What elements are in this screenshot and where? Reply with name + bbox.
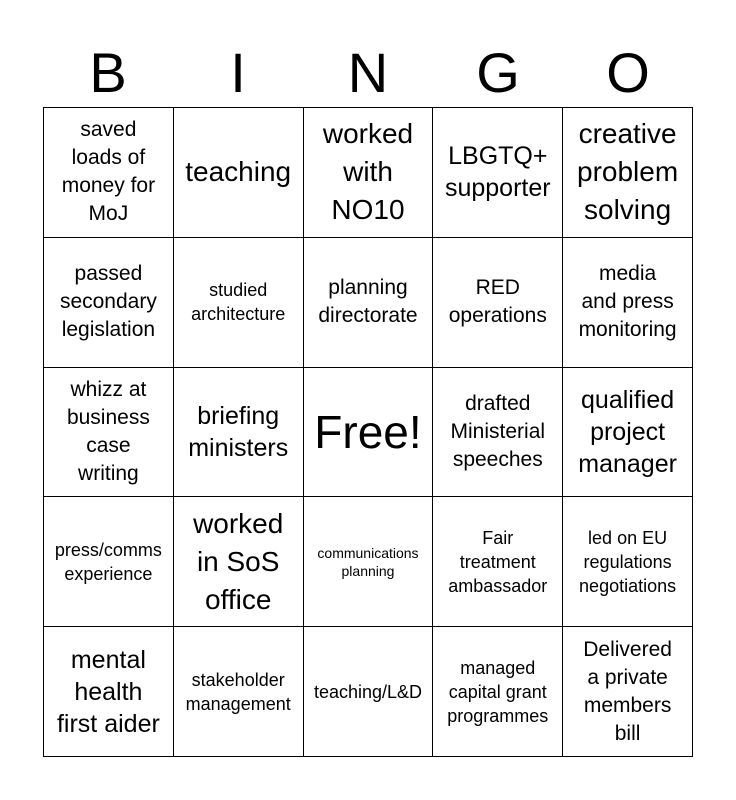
header-letter-n: N: [347, 41, 389, 104]
bingo-cell-line: press/comms: [54, 539, 162, 560]
bingo-cell-5[interactable]: [563, 108, 693, 238]
bingo-cell-line: saved: [80, 118, 137, 142]
bingo-cell-text: [62, 116, 155, 228]
bingo-card-grid: [43, 107, 693, 757]
bingo-cell-line: studied: [209, 280, 268, 301]
bingo-cell-21[interactable]: [44, 627, 174, 757]
bingo-cell-line: passed: [74, 262, 143, 286]
bingo-cell-line: and press: [581, 290, 674, 314]
bingo-cell-line: project: [590, 417, 666, 446]
bingo-cell-line: business: [66, 405, 150, 429]
bingo-header: [43, 40, 693, 106]
bingo-cell-line: first aider: [56, 709, 160, 738]
bingo-cell-line: Delivered: [583, 637, 672, 661]
bingo-cell-line: loads of: [71, 146, 146, 170]
bingo-cell-20[interactable]: [563, 497, 693, 627]
bingo-cell-line: teaching: [185, 156, 292, 188]
bingo-cell-line: whizz at: [70, 377, 147, 401]
bingo-cell-text: [448, 526, 547, 598]
bingo-cell-text: [57, 644, 160, 740]
bingo-cell-text: [314, 406, 421, 458]
header-letter-g: G: [476, 41, 520, 104]
bingo-cell-text: [188, 400, 288, 464]
bingo-cell-22[interactable]: [174, 627, 304, 757]
bingo-cell-12[interactable]: [174, 368, 304, 498]
bingo-cell-line: led on EU: [588, 527, 668, 548]
bingo-cell-line: ministers: [188, 433, 289, 462]
bingo-cell-line: creative: [578, 118, 677, 150]
bingo-cell-line: solving: [584, 194, 672, 226]
bingo-cell-16[interactable]: [44, 497, 174, 627]
bingo-cell-line: worked: [193, 507, 284, 539]
bingo-cell-line: bill: [614, 721, 641, 745]
bingo-cell-25[interactable]: [563, 627, 693, 757]
bingo-cell-line: members: [583, 693, 672, 717]
bingo-cell-17[interactable]: [174, 497, 304, 627]
bingo-cell-line: problem: [577, 156, 679, 188]
bingo-cell-line: experience: [64, 563, 153, 584]
bingo-cell-text: [317, 544, 418, 580]
bingo-cell-line: health: [74, 677, 143, 706]
bingo-cell-line: speeches: [452, 447, 543, 471]
bingo-cell-11[interactable]: [44, 368, 174, 498]
bingo-cell-text: [191, 278, 285, 326]
bingo-cell-18[interactable]: [304, 497, 434, 627]
header-letter-o: O: [606, 41, 650, 104]
bingo-cell-line: media: [598, 262, 657, 286]
bingo-cell-line: supporter: [444, 174, 551, 203]
bingo-cell-line: ambassador: [448, 575, 548, 596]
bingo-cell-line: qualified: [581, 385, 675, 414]
bingo-cell-13[interactable]: [304, 368, 434, 498]
bingo-cell-line: monitoring: [578, 318, 677, 342]
bingo-cell-9[interactable]: [433, 238, 563, 368]
bingo-cell-line: management: [185, 693, 291, 714]
bingo-cell-15[interactable]: [563, 368, 693, 498]
bingo-cell-line: teaching/L&D: [313, 681, 423, 702]
bingo-cell-line: briefing: [197, 401, 280, 430]
bingo-cell-line: Fair: [482, 527, 514, 548]
bingo-cell-line: worked: [322, 118, 414, 150]
bingo-cell-14[interactable]: [433, 368, 563, 498]
bingo-cell-line: case: [86, 433, 131, 457]
bingo-cell-line: stakeholder: [191, 669, 285, 690]
bingo-cell-2[interactable]: [174, 108, 304, 238]
header-letter-b: B: [89, 41, 127, 104]
bingo-cell-line: mental: [70, 645, 146, 674]
bingo-cell-line: LBGTQ+: [448, 142, 548, 171]
bingo-cell-line: NO10: [331, 194, 405, 226]
bingo-cell-24[interactable]: [433, 627, 563, 757]
bingo-cell-text: [451, 390, 546, 474]
bingo-cell-1[interactable]: [44, 108, 174, 238]
bingo-cell-text: [318, 274, 417, 330]
bingo-cell-text: [583, 636, 672, 748]
bingo-cell-4[interactable]: [433, 108, 563, 238]
bingo-cell-line: regulations: [583, 551, 672, 572]
bingo-cell-line: with: [343, 156, 393, 188]
bingo-cell-text: [447, 656, 548, 728]
bingo-cell-line: Ministerial: [450, 419, 546, 443]
bingo-cell-text: [185, 153, 291, 191]
bingo-cell-3[interactable]: [304, 108, 434, 238]
bingo-cell-text: [579, 526, 676, 598]
bingo-cell-text: [314, 680, 422, 704]
bingo-cell-text: [55, 538, 162, 586]
bingo-cell-text: [67, 376, 150, 488]
bingo-cell-line: money for: [61, 174, 156, 198]
bingo-cell-text: [60, 260, 157, 344]
bingo-cell-line: Free!: [314, 405, 422, 458]
bingo-cell-text: [323, 115, 413, 229]
bingo-cell-text: [449, 274, 547, 330]
bingo-cell-text: [579, 260, 677, 344]
bingo-cell-6[interactable]: [44, 238, 174, 368]
bingo-cell-line: a private: [587, 665, 668, 689]
header-letter-i: I: [230, 41, 246, 104]
bingo-cell-text: [445, 140, 551, 204]
bingo-cell-line: in SoS: [196, 545, 280, 577]
bingo-cell-line: office: [204, 583, 272, 615]
bingo-cell-23[interactable]: [304, 627, 434, 757]
bingo-cell-line: planning: [341, 562, 395, 579]
bingo-cell-line: negotiations: [579, 575, 677, 596]
bingo-cell-line: managed: [460, 657, 536, 678]
bingo-cell-line: programmes: [447, 705, 549, 726]
bingo-cell-text: [578, 384, 677, 480]
bingo-cell-line: secondary: [59, 290, 157, 314]
bingo-cell-line: operations: [448, 304, 547, 328]
bingo-cell-8[interactable]: [304, 238, 434, 368]
bingo-cell-line: MoJ: [88, 202, 129, 226]
bingo-cell-19[interactable]: [433, 497, 563, 627]
bingo-cell-text: [577, 115, 678, 229]
bingo-cell-text: [193, 505, 283, 619]
bingo-cell-line: capital grant: [448, 681, 547, 702]
bingo-cell-text: [186, 668, 291, 716]
bingo-cell-line: writing: [78, 461, 139, 485]
bingo-cell-line: architecture: [191, 304, 286, 325]
bingo-cell-line: RED: [475, 276, 520, 300]
bingo-cell-line: directorate: [318, 304, 418, 328]
bingo-cell-line: planning: [328, 276, 408, 300]
bingo-cell-line: treatment: [459, 551, 536, 572]
bingo-cell-7[interactable]: [174, 238, 304, 368]
bingo-cell-line: drafted: [465, 391, 531, 415]
bingo-cell-line: communications: [317, 544, 419, 561]
bingo-cell-line: manager: [578, 449, 677, 478]
bingo-cell-line: legislation: [61, 318, 156, 342]
bingo-cell-10[interactable]: [563, 238, 693, 368]
